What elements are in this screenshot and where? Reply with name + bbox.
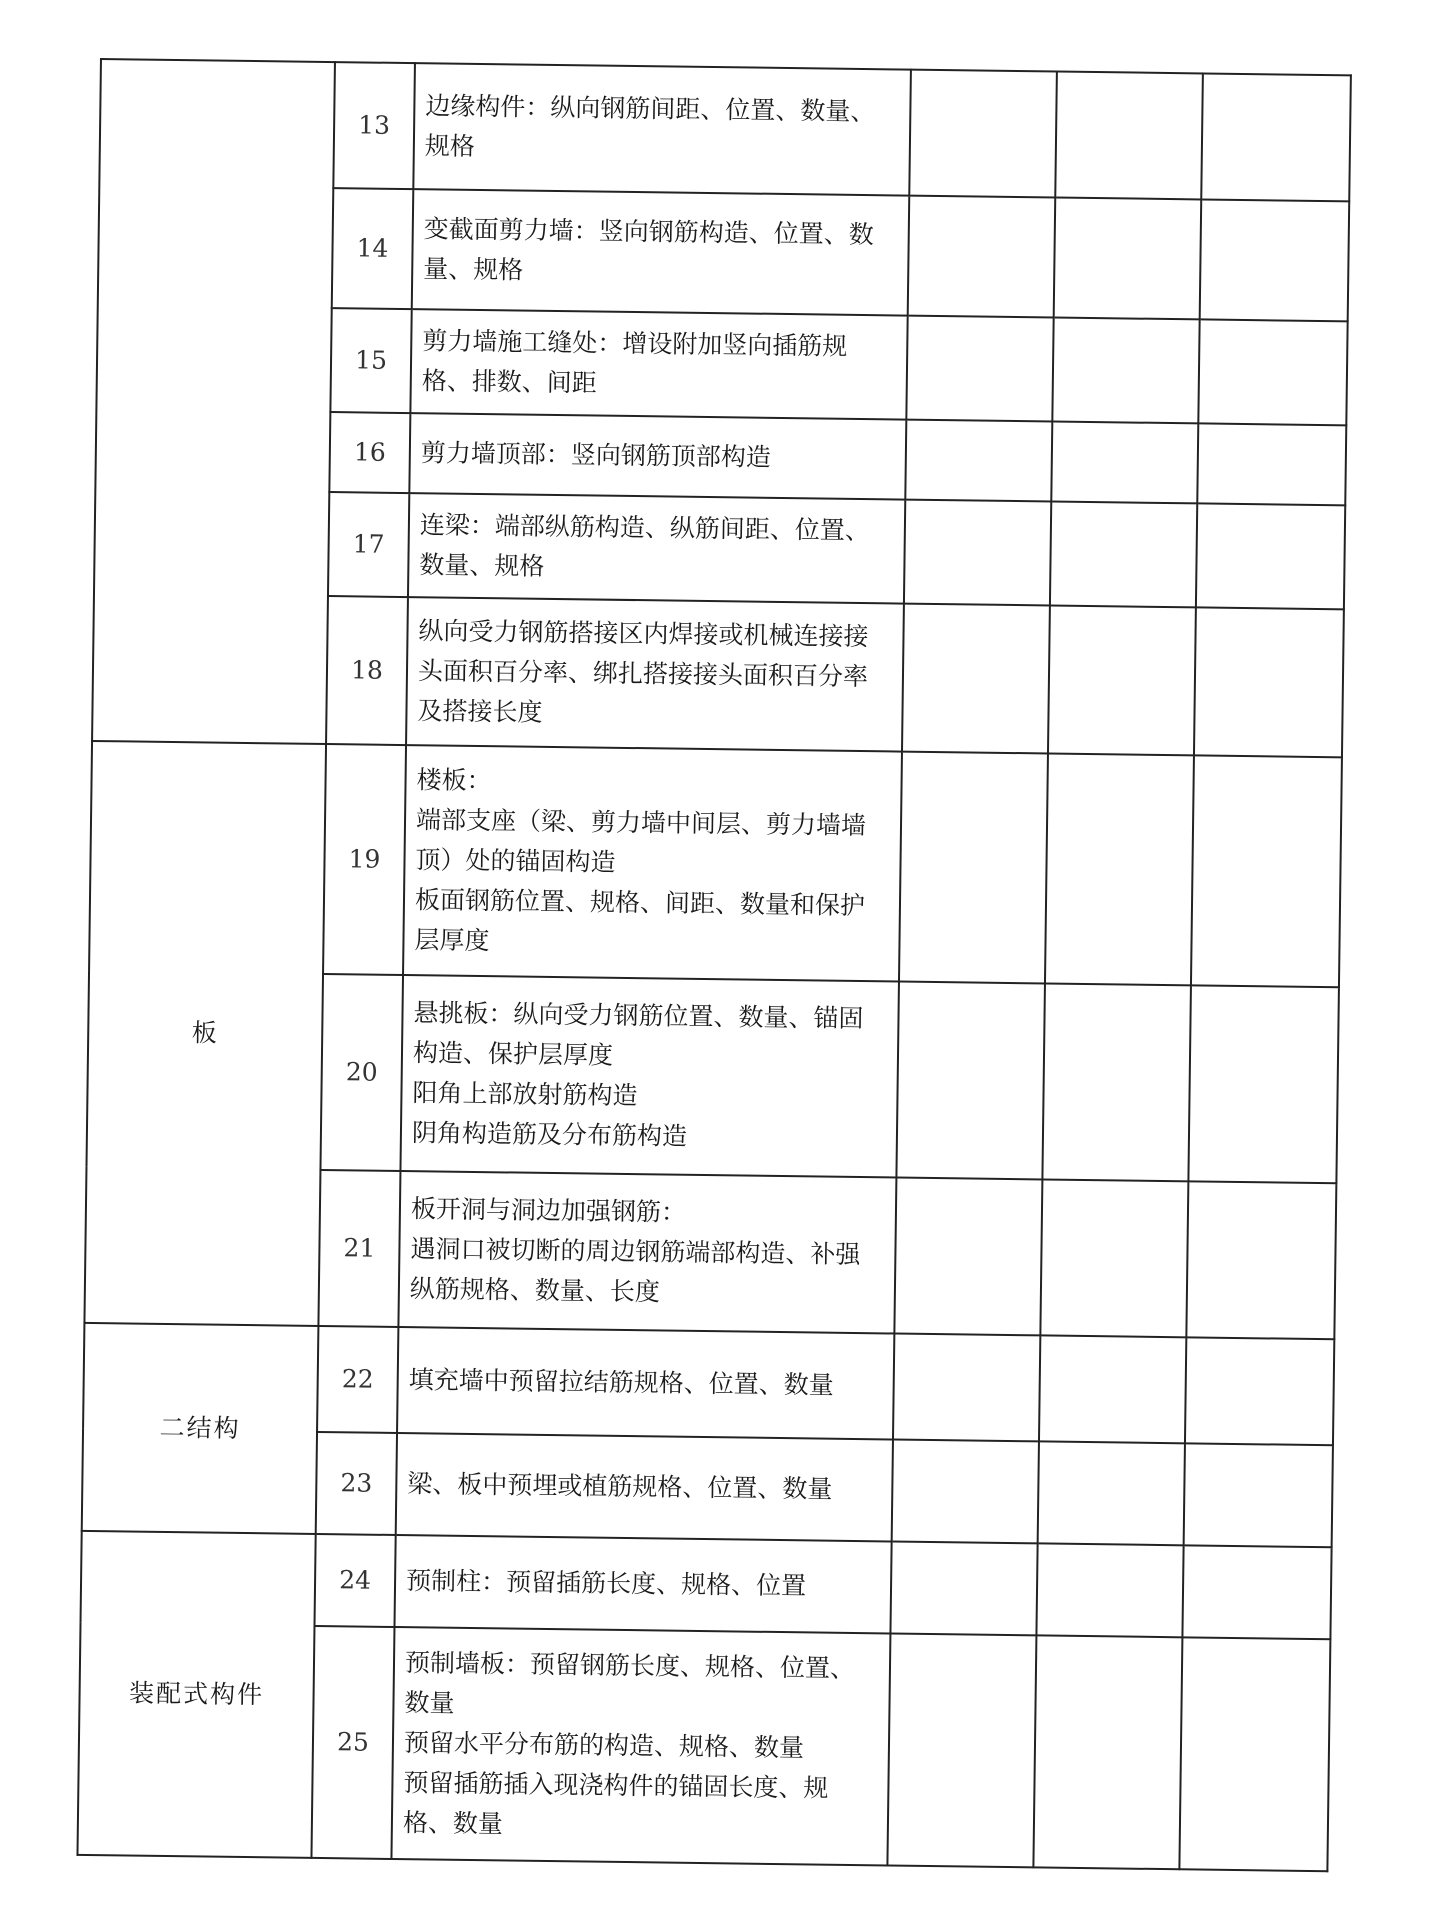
item-description xyxy=(410,309,907,419)
check-cell xyxy=(1033,1635,1182,1869)
item-description xyxy=(412,189,910,315)
check-cell xyxy=(1191,755,1342,987)
row-number: 23 xyxy=(316,1432,397,1535)
check-cell xyxy=(908,196,1056,318)
check-cell xyxy=(1039,1335,1186,1443)
row-number: 17 xyxy=(328,492,409,597)
check-cell xyxy=(909,70,1057,198)
item-line: 剪力墙施工缝处：增设附加竖向插筋规格、排数、间距 xyxy=(421,326,848,398)
item-line: 边缘构件：纵向钢筋间距、位置、数量、规格 xyxy=(424,91,876,161)
check-cell xyxy=(1194,607,1344,757)
check-cell xyxy=(1185,1337,1334,1445)
check-cell xyxy=(1179,1637,1330,1871)
check-cell xyxy=(887,1633,1036,1867)
row-number: 16 xyxy=(329,412,410,493)
item-description xyxy=(413,63,911,195)
item-line: 板面钢筋位置、规格、间距、数量和保护层厚度 xyxy=(414,885,866,956)
item-description xyxy=(406,597,904,751)
check-cell xyxy=(1036,1543,1183,1637)
row-number: 20 xyxy=(320,974,403,1171)
row-number: 14 xyxy=(332,188,414,309)
check-cell xyxy=(890,1541,1037,1635)
check-cell xyxy=(1184,1443,1333,1547)
item-line: 剪力墙顶部：竖向钢筋顶部构造 xyxy=(420,438,772,472)
check-cell xyxy=(1045,753,1194,985)
category-cell-secondary: 二结构 xyxy=(82,1323,319,1534)
item-description xyxy=(398,1171,896,1333)
category-cell-wall xyxy=(92,59,335,744)
check-cell xyxy=(1196,503,1345,609)
category-cell-slab: 板 xyxy=(84,741,326,1326)
item-line: 预留插筋插入现浇构件的锚固长度、规格、数量 xyxy=(402,1768,829,1839)
item-line: 连梁：端部纵筋构造、纵筋间距、位置、数量、规格 xyxy=(419,510,871,581)
item-description xyxy=(396,1433,893,1541)
check-cell xyxy=(1038,1441,1185,1545)
item-line: 预制墙板：预留钢筋长度、规格、位置、数量 xyxy=(404,1648,856,1718)
check-cell xyxy=(1186,1181,1336,1339)
check-cell xyxy=(1052,318,1199,424)
check-cell xyxy=(1198,319,1347,425)
check-cell xyxy=(1188,985,1339,1183)
check-cell xyxy=(896,982,1045,1180)
item-line: 遇洞口被切断的周边钢筋端部构造、补强纵筋规格、数量、长度 xyxy=(409,1234,861,1307)
row-number: 19 xyxy=(323,744,406,975)
check-cell xyxy=(893,1334,1040,1442)
check-cell xyxy=(892,1439,1039,1543)
check-cell xyxy=(1054,198,1202,320)
check-cell xyxy=(1200,199,1350,321)
check-cell xyxy=(904,500,1051,606)
item-description xyxy=(403,745,902,981)
table-row xyxy=(81,1531,1332,1639)
check-cell xyxy=(1040,1179,1188,1337)
row-number: 18 xyxy=(326,596,408,745)
item-line: 纵向受力钢筋搭接区内焊接或机械连接接头面积百分率、绑扎搭接接头面积百分率及搭接长度 xyxy=(417,616,869,727)
row-number: 24 xyxy=(314,1534,395,1627)
check-cell xyxy=(902,604,1050,754)
item-description xyxy=(409,413,906,499)
check-cell xyxy=(1051,421,1198,503)
category-cell-prefab: 装配式构件 xyxy=(77,1531,315,1858)
item-line: 阳角上部放射筋构造 xyxy=(412,1078,638,1111)
item-line: 阴角构造筋及分布筋构造 xyxy=(411,1118,688,1151)
check-cell xyxy=(1050,501,1197,607)
row-number: 22 xyxy=(317,1326,398,1433)
checklist-body xyxy=(77,59,1350,1871)
item-line: 板开洞与洞边加强钢筋： xyxy=(410,1194,687,1227)
table-row xyxy=(83,1323,1334,1445)
table-row xyxy=(99,59,1351,201)
item-line: 悬挑板：纵向受力钢筋位置、数量、锚固构造、保护层厚度 xyxy=(412,998,864,1070)
item-description xyxy=(397,1327,894,1439)
item-line: 预留水平分布筋的构造、规格、数量 xyxy=(403,1728,805,1763)
row-number: 21 xyxy=(318,1170,400,1327)
item-line: 填充墙中预留拉结筋规格、位置、数量 xyxy=(408,1365,834,1400)
item-line: 梁、板中预埋或植筋规格、位置、数量 xyxy=(407,1469,833,1504)
inspection-table-sheet xyxy=(76,58,1349,1872)
item-line: 端部支座（梁、剪力墙中间层、剪力墙墙顶）处的锚固构造 xyxy=(415,805,867,877)
check-cell xyxy=(894,1178,1042,1336)
check-cell xyxy=(1055,72,1203,200)
check-cell xyxy=(905,420,1052,502)
item-line: 预制柱：预留插筋长度、规格、位置 xyxy=(405,1566,807,1601)
checklist-table xyxy=(76,58,1351,1872)
check-cell xyxy=(1201,73,1351,201)
row-number: 25 xyxy=(311,1626,394,1859)
check-cell xyxy=(1182,1545,1331,1639)
item-line: 楼板： xyxy=(416,765,492,796)
check-cell xyxy=(1042,983,1191,1181)
check-cell xyxy=(906,316,1053,422)
check-cell xyxy=(1197,423,1346,505)
item-description xyxy=(400,975,899,1177)
check-cell xyxy=(899,752,1048,984)
check-cell xyxy=(1048,605,1196,755)
item-description xyxy=(391,1627,890,1865)
item-line: 变截面剪力墙：竖向钢筋构造、位置、数量、规格 xyxy=(423,214,874,285)
row-number: 13 xyxy=(333,62,415,189)
row-number: 15 xyxy=(330,308,411,413)
item-description xyxy=(408,493,905,603)
item-description xyxy=(394,1535,891,1633)
table-row xyxy=(89,741,1342,987)
